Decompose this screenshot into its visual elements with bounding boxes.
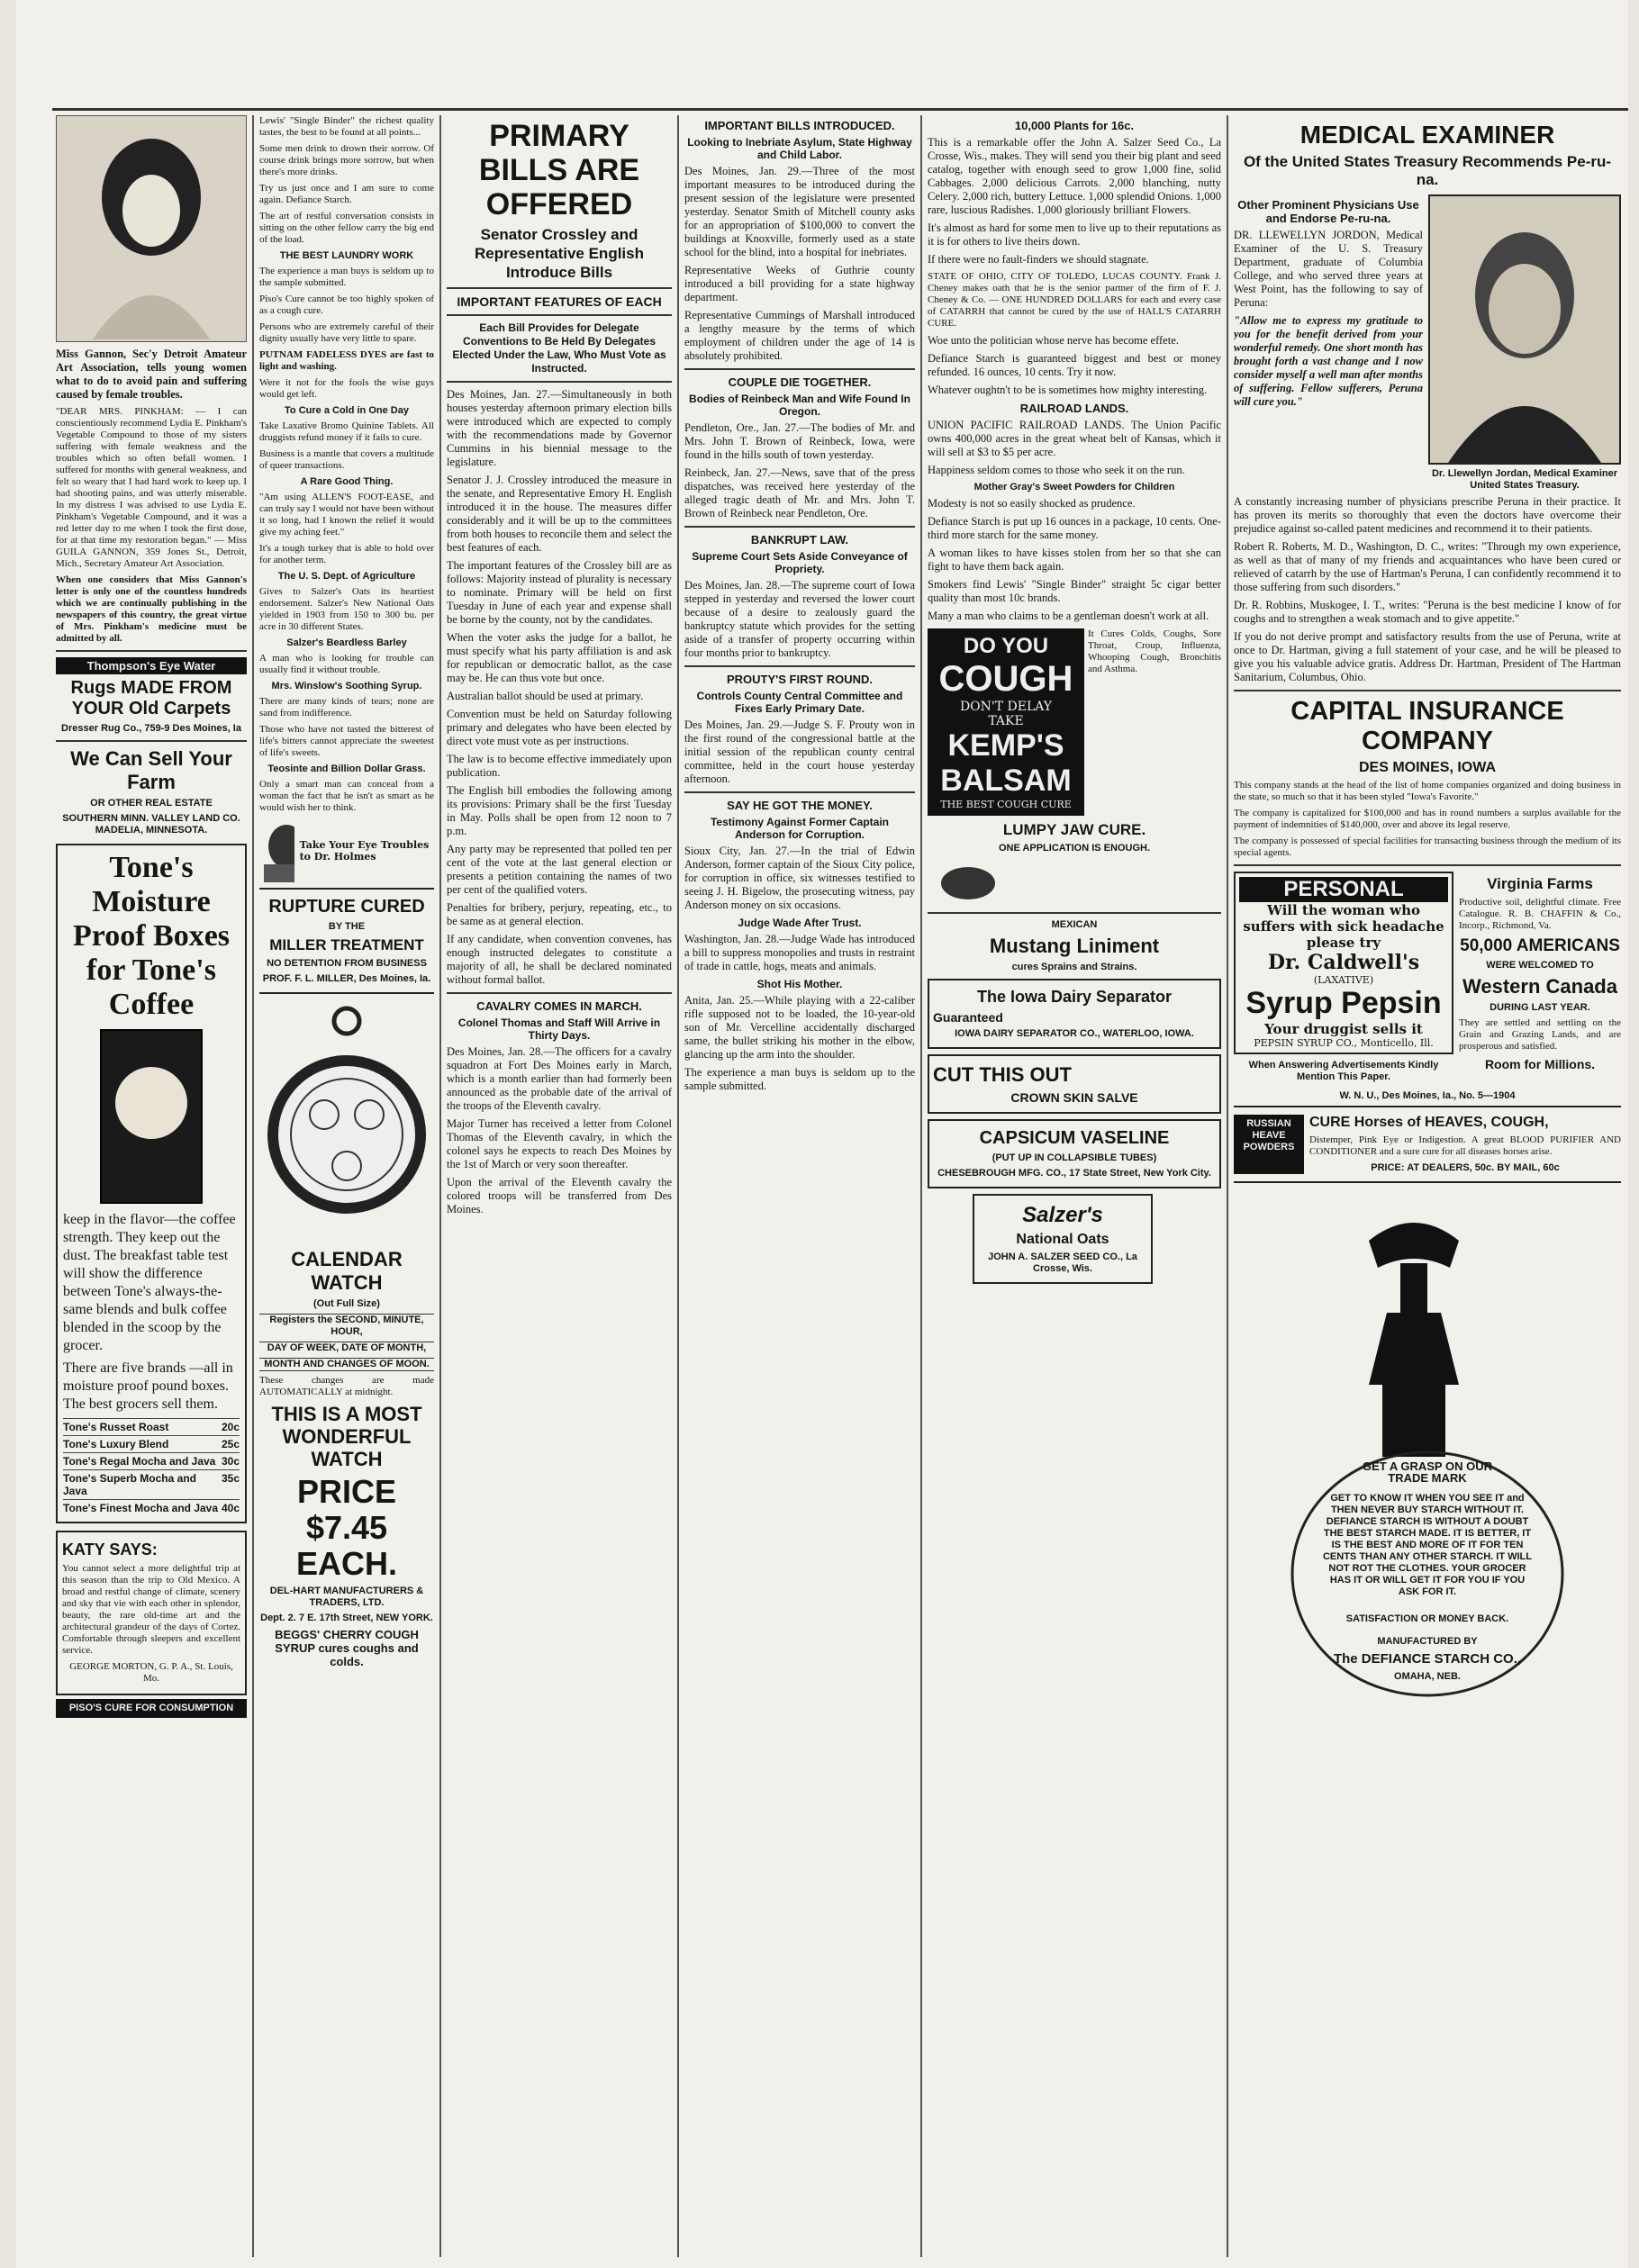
lumpy-jaw-title: LUMPY JAW CURE. bbox=[1002, 821, 1146, 838]
peruna-ad bbox=[1234, 194, 1621, 495]
peruna-portrait bbox=[1428, 194, 1621, 495]
calendar-watch-sub: (Out Full Size) bbox=[313, 1298, 380, 1309]
rupture-doctor: PROF. F. L. MILLER, Des Moines, Ia. bbox=[262, 973, 431, 984]
article-heading: IMPORTANT BILLS INTRODUCED. bbox=[704, 119, 895, 132]
article-heading: Mother Gray's Sweet Powders for Children bbox=[973, 482, 1175, 492]
virginia-text: Productive soil, delightful climate. Free Catalogue. R. B. CHAFFIN & Co., Incorp., Richmond, Va. bbox=[1459, 897, 1621, 931]
caption: Miss Gannon, Sec'y Detroit Amateur Art Association, tells young women what to do to avoid pain and suffering caused by female troubles. bbox=[56, 348, 247, 401]
personal-ad bbox=[1234, 872, 1453, 1054]
kemp-line: COUGH bbox=[938, 659, 1073, 699]
tones-body-2: There are five brands —all in moisture proof pound boxes. The best grocers sell them. bbox=[63, 1360, 233, 1412]
item: Those who have not tasted the bitterest of life's bitters cannot appreciate the sweetest of life's sweets. bbox=[259, 724, 434, 758]
tones-coffee-ad bbox=[56, 844, 247, 1523]
paragraph: The law is to become effective immediately upon publication. bbox=[447, 753, 672, 779]
kemp-line: DON'T DELAY bbox=[959, 700, 1053, 714]
item: Some men drink to drown their sorrow. Of course drink brings more sorrow, but when there's more drinks. bbox=[259, 143, 434, 177]
kemp-line: BALSAM bbox=[940, 764, 1072, 798]
personal-line: Your druggist sells it bbox=[1264, 1021, 1423, 1037]
column-rule bbox=[252, 115, 254, 2257]
paragraph: Major Turner has received a letter from Colonel Thomas of the Eleventh cavalry, in which the colonel says he expects to reach Des Moines by the 1st of March or very soon thereafter. bbox=[447, 1117, 672, 1170]
calendar-note: These changes are made AUTOMATICALLY at midnight. bbox=[259, 1375, 434, 1397]
testimonial-letter: "DEAR MRS. PINKHAM: — I can conscientiously recommend Lydia E. Pinkham's Vegetable Compound to those of my sisters suffering with female weakness and the troubles which so often befall women. I suffered for months with general weakness, and felt so weary that I had hard work to keep up. I had shooting pains, and was utterly miserable. In my distress I was advised to use Lydia E. Pinkham's Vegetable Compound, and it was a red letter day to me when I took the first dose, for at that time my restoration began." — Miss GUILA GANNON, 359 Jones St., Detroit, Mich., Secretary Amateur Art Association. bbox=[56, 406, 247, 569]
defiance-city: OMAHA, NEB. bbox=[1394, 1671, 1461, 1682]
paragraph: Whatever oughtn't to be is sometimes how mighty interesting. bbox=[928, 384, 1208, 396]
dairy-separator-ad bbox=[928, 979, 1221, 1049]
paragraph: Robert R. Roberts, M. D., Washington, D. C., writes: "Through my own experience, as well as that of many of my friends and acquaintances who have been cured or relieved of catarrh by the use of Hartman's Peruna, I can confidently recommend it to those suffering from such disorders." bbox=[1234, 540, 1621, 593]
kemp-line: THE BEST COUGH CURE bbox=[940, 799, 1072, 810]
personal-title: PERSONAL bbox=[1239, 877, 1448, 902]
price-row bbox=[63, 1469, 240, 1499]
hand-holding-figure-icon bbox=[1234, 1187, 1621, 1457]
katy-title: KATY SAYS: bbox=[62, 1541, 158, 1559]
price-row bbox=[63, 1499, 240, 1516]
crown-salve: CROWN SKIN SALVE bbox=[1010, 1090, 1138, 1105]
paragraph: Senator J. J. Crossley introduced the measure in the senate, and Representative Emory H. English introduced it in the house. The measures differ considerably and it will be up to the committees from both houses to reconcile them and select the best features of each. bbox=[447, 474, 672, 554]
tones-title: Tone's Moisture Proof Boxes for Tone's Coffee bbox=[72, 851, 231, 1021]
farm-ad-title: We Can Sell Your Farm bbox=[70, 747, 232, 793]
paragraph: Reinbeck, Jan. 27.—News, save that of the press dispatches, was received here yesterday of the alleged tragic death of Mr. and Mrs. John T. Brown of Reinbeck near Pendleton, Ore. bbox=[684, 466, 915, 520]
calendar-line: DAY OF WEEK, DATE OF MONTH, bbox=[259, 1342, 434, 1354]
mexican-sub: cures Sprains and Strains. bbox=[1011, 962, 1137, 972]
rupture-ad bbox=[259, 888, 434, 994]
paragraph: Anita, Jan. 25.—While playing with a 22-caliber rifle supposed not to be loaded, the 10-year-old son of Mr. Vercelline accidentally discharged same, the bullet striking his mother in the elbow, glancing up the arm into the shoulder. bbox=[684, 994, 915, 1061]
rupture-title: RUPTURE CURED bbox=[268, 897, 425, 917]
paragraph: STATE OF OHIO, CITY OF TOLEDO, LUCAS COUNTY. Frank J. Cheney makes oath that he is the senior partner of the firm of F. J. Cheney & Co. — ONE HUNDRED DOLLARS for each and every case of CATARRH that cannot be cured by the use of HALL'S CATARRH CURE. bbox=[928, 271, 1221, 329]
column-6 bbox=[1234, 115, 1621, 2259]
price-name: Tone's Finest Mocha and Java bbox=[63, 1502, 219, 1514]
kemp-line: DO YOU bbox=[963, 634, 1049, 658]
kemp-balsam-ad bbox=[928, 628, 1084, 816]
paragraph: The English bill embodies the following among its provisions: Primary shall be the first Tuesday in May. Polls shall be open from 12 noon to 7 p.m. bbox=[447, 784, 672, 837]
paragraph: If any candidate, when convention convenes, has enough instructed delegates to constitute a majority of all, he shall be declared nominated without formal ballot. bbox=[447, 933, 672, 986]
katy-ad bbox=[56, 1531, 247, 1695]
deck: Each Bill Provides for Delegate Conventions to Be Held By Delegates Elected Under the Law, Who Must Vote as Instructed. bbox=[452, 321, 666, 375]
salzer-oats-ad bbox=[973, 1194, 1153, 1284]
eye-water-ad: Thompson's Eye Water bbox=[56, 657, 247, 674]
column-2 bbox=[259, 115, 434, 2259]
personal-line: (LAXATIVE) bbox=[1313, 974, 1374, 986]
defiance-slogan: GET A GRASP ON OUR TRADE MARK bbox=[1363, 1459, 1492, 1485]
item: There are many kinds of tears; none are sand from indifference. bbox=[259, 696, 434, 718]
paragraph: Defiance Starch is guaranteed biggest and best or money refunded. 16 ounces, 10 cents. Try it now. bbox=[928, 352, 1221, 378]
item: Only a smart man can conceal from a woman the fact that he isn't as smart as he would wish her to think. bbox=[259, 779, 434, 813]
paragraph: Des Moines, Jan. 27.—Simultaneously in both houses yesterday afternoon primary election bills were introduced which are expected to comply with the recommendations made by Governor Cummins in his biennial message to the legislature. bbox=[447, 388, 672, 468]
newspaper-page bbox=[16, 0, 1628, 2268]
paragraph: Modesty is not so easily shocked as prudence. bbox=[928, 497, 1136, 510]
answer-note: When Answering Advertisements Kindly Mention This Paper. bbox=[1248, 1060, 1439, 1082]
article-subheading: Supreme Court Sets Aside Conveyance of Propriety. bbox=[692, 550, 908, 575]
subheadline: Senator Crossley and Representative English Introduce Bills bbox=[474, 226, 644, 281]
item-heading: Salzer's Beardless Barley bbox=[286, 637, 407, 648]
article-subheading: Looking to Inebriate Asylum, State Highway and Child Labor. bbox=[687, 136, 912, 161]
katy-sign: GEORGE MORTON, G. P. A., St. Louis, Mo. bbox=[69, 1661, 233, 1684]
item-heading: The U. S. Dept. of Agriculture bbox=[277, 571, 416, 582]
item: Try us just once and I am sure to come again. Defiance Starch. bbox=[259, 183, 434, 205]
paragraph: Sioux City, Jan. 27.—In the trial of Edwin Anderson, former captain of the Sioux City police, for corruption in office, six witnesses testified to seeing J. H. Bigelow, the prosecuting witness, pay Anderson money on six occasions. bbox=[684, 845, 915, 911]
eye-ad bbox=[259, 819, 434, 882]
personal-line: PEPSIN SYRUP CO., Monticello, Ill. bbox=[1254, 1037, 1434, 1049]
item: Piso's Cure cannot be too highly spoken of as a cough cure. bbox=[259, 294, 434, 316]
delhart-address: Dept. 2. 7 E. 17th Street, NEW YORK. bbox=[260, 1613, 433, 1623]
column-rule bbox=[439, 115, 441, 2257]
item-heading: Mrs. Winslow's Soothing Syrup. bbox=[271, 681, 422, 691]
price-value: 35c bbox=[221, 1472, 240, 1485]
article-heading: PROUTY'S FIRST ROUND. bbox=[727, 673, 873, 686]
paragraph: Australian ballot should be used at primary. bbox=[447, 690, 644, 702]
paragraph: Des Moines, Jan. 29.—Three of the most important measures to be introduced during the present session of the legislature were presented yesterday. Senator Smith of Mitchell county asks for an appropriation of $100,000 to convert the buildings at Knoxville, formerly used as a state school for the blind, into a hospital for inebriates. bbox=[684, 165, 915, 258]
paragraph: UNION PACIFIC RAILROAD LANDS. The Union Pacific owns 400,000 acres in the great wheat belt of Kansas, which it will sell at $3 to $5 per acre. bbox=[928, 419, 1221, 458]
americans-sub: WERE WELCOMED TO bbox=[1486, 960, 1594, 971]
peruna-title: MEDICAL EXAMINER bbox=[1299, 121, 1555, 149]
paragraph: Any party may be represented that polled ten per cent of the vote at the last general election or presents a petition containing the names of two per cent of the qualified voters. bbox=[447, 843, 672, 896]
cut-title: CUT THIS OUT bbox=[933, 1063, 1072, 1086]
personal-line: Will the woman who suffers with sick headache please try bbox=[1243, 902, 1444, 951]
insurance-sub: DES MOINES, IOWA bbox=[1358, 760, 1496, 775]
peruna-sub: Of the United States Treasury Recommends Pe-ru-na. bbox=[1243, 153, 1612, 188]
column-1 bbox=[56, 115, 247, 2259]
heave-price: PRICE: AT DEALERS, 50c. BY MAIL, 60c bbox=[1371, 1162, 1560, 1173]
cut-this-out-ad bbox=[928, 1054, 1221, 1114]
paragraph: It's almost as hard for some men to live up to their reputations as it is for others to live theirs down. bbox=[928, 221, 1221, 248]
portrait-illustration bbox=[56, 115, 247, 342]
paragraph: Penalties for bribery, perjury, repeating, etc., to be same as at general election. bbox=[447, 901, 672, 927]
rupture-note: NO DETENTION FROM BUSINESS bbox=[267, 958, 427, 969]
cow-head-icon bbox=[928, 858, 1009, 903]
portrait-frame bbox=[1428, 194, 1621, 465]
watch-price: PRICE $7.45 EACH. bbox=[295, 1473, 397, 1582]
price-name: Tone's Regal Mocha and Java bbox=[63, 1455, 216, 1468]
headline: PRIMARY BILLS ARE OFFERED bbox=[478, 119, 640, 221]
farm-ad-company: SOUTHERN MINN. VALLEY LAND CO. MADELIA, MINNESOTA. bbox=[62, 813, 240, 836]
rupture-treatment: MILLER TREATMENT bbox=[269, 936, 424, 953]
americans-title: 50,000 AMERICANS bbox=[1460, 936, 1620, 955]
paragraph: Des Moines, Jan. 28.—The supreme court of Iowa stepped in yesterday and reversed the lower court because of a desire to zealously guard the bankruptcy statute which provides for the setting aside of a transfer of property occurring within four months prior to bankruptcy. bbox=[684, 579, 915, 659]
defiance-starch-ad bbox=[1234, 1187, 1621, 1763]
tones-body: keep in the flavor—the coffee strength. They keep out the dust. The breakfast table test will show the difference between Tone's always-the-same blends and bulk coffee blended in the scoop by the grocer. bbox=[63, 1212, 236, 1353]
capsicum-sub: (PUT UP IN COLLAPSIBLE TUBES) bbox=[992, 1152, 1157, 1163]
column-rule bbox=[1227, 115, 1228, 2257]
quote: "Allow me to express my gratitude to you for the benefit derived from your wonderful remedy. One short month has brought forth a vast change and I now consider myself a well man after months of suffering. Fellow sufferers, Peruna will cure you." bbox=[1234, 314, 1423, 408]
item: The art of restful conversation consists in sitting on the other fellow carry the big end of the load. bbox=[259, 211, 434, 245]
price-row bbox=[63, 1435, 240, 1452]
item: Take Laxative Bromo Quinine Tablets. All druggists refund money if it fails to cure. bbox=[259, 420, 434, 443]
watch-icon bbox=[259, 999, 434, 1242]
capsicum-title: CAPSICUM VASELINE bbox=[979, 1128, 1170, 1148]
kemp-line: TAKE bbox=[988, 714, 1024, 728]
calendar-line: MONTH AND CHANGES OF MOON. bbox=[259, 1358, 434, 1371]
kemp-row bbox=[928, 628, 1221, 816]
article-subheading: Colonel Thomas and Staff Will Arrive in Thirty Days. bbox=[457, 1017, 661, 1042]
paragraph: Des Moines, Jan. 28.—The officers for a cavalry squadron at Fort Des Moines early in March, which is a month earlier than had formerly been announced as the probable date of the arrival of the troops of the Eleventh cavalry. bbox=[447, 1045, 672, 1112]
dairy-guaranteed: Guaranteed bbox=[933, 1010, 1003, 1025]
paragraph: Woe unto the politician whose nerve has become effete. bbox=[928, 334, 1179, 347]
paragraph: Des Moines, Jan. 29.—Judge S. F. Prouty won in the first round of the congressional battle at the initial session of the republican county central committee, held in the court house yesterday afternoon. bbox=[684, 718, 915, 785]
item: Persons who are extremely careful of their dignity usually have very little to spare. bbox=[259, 321, 434, 344]
article-heading: SAY HE GOT THE MONEY. bbox=[727, 799, 873, 812]
dairy-company: IOWA DAIRY SEPARATOR CO., WATERLOO, IOWA. bbox=[955, 1028, 1194, 1039]
paragraph: A constantly increasing number of physicians prescribe Peruna in their practice. It has proven its merits so thoroughly that even the doctors have overcome their prejudice against so-called patent medicines and recommend it to their patients. bbox=[1234, 495, 1621, 535]
price-value: 20c bbox=[221, 1421, 240, 1433]
article-heading: RAILROAD LANDS. bbox=[1019, 402, 1129, 415]
article-subheading: Testimony Against Former Captain Anderson for Corruption. bbox=[710, 816, 890, 841]
top-rule bbox=[52, 108, 1628, 111]
personal-line: Dr. Caldwell's bbox=[1267, 951, 1420, 974]
item-heading: Teosinte and Billion Dollar Grass. bbox=[267, 764, 426, 774]
paragraph: If you do not derive prompt and satisfactory results from the use of Peruna, write at once to Dr. Hartman, giving a full statement of your case, and he will be pleased to give you his valuable advice gratis. Address Dr. Hartman, President of The Hartman Sanitarium, Columbus, Ohio. bbox=[1234, 630, 1621, 683]
beggs-ad: BEGGS' CHERRY COUGH SYRUP cures coughs and colds. bbox=[275, 1628, 419, 1668]
article-heading: CAVALRY COMES IN MARCH. bbox=[476, 999, 642, 1013]
item: The experience a man buys is seldom up to the sample submitted. bbox=[259, 266, 434, 288]
paragraph: Many a man who claims to be a gentleman doesn't work at all. bbox=[928, 610, 1209, 622]
dairy-title: The Iowa Dairy Separator bbox=[976, 988, 1173, 1006]
paragraph: Pendleton, Ore., Jan. 27.—The bodies of Mr. and Mrs. John T. Brown of Reinbeck, Iowa, were found in the hills south of town yesterday. bbox=[684, 421, 915, 461]
delhart-company: DEL-HART MANUFACTURERS & TRADERS, LTD. bbox=[269, 1586, 424, 1608]
item: Business is a mantle that covers a multitude of queer transactions. bbox=[259, 448, 434, 471]
price-list bbox=[63, 1418, 240, 1516]
item: PUTNAM FADELESS DYES are fast to light and washing. bbox=[259, 349, 434, 372]
item: A man who is looking for trouble can usually find it without trouble. bbox=[259, 653, 434, 675]
doctor-portrait-icon bbox=[259, 819, 294, 882]
capsicum-vaseline-ad bbox=[928, 1119, 1221, 1188]
article-heading: Judge Wade After Trust. bbox=[738, 917, 862, 929]
item: "Am using ALLEN'S FOOT-EASE, and can truly say I would not have been without it so long, had I known the relief it would give my aching feet." bbox=[259, 492, 434, 538]
paragraph: If there were no fault-finders we should stagnate. bbox=[928, 253, 1149, 266]
paragraph: Upon the arrival of the Eleventh cavalry the colored troops will be transferred from Des Moines. bbox=[447, 1176, 672, 1215]
calendar-watch-title: CALENDAR WATCH bbox=[291, 1248, 403, 1294]
item: Gives to Salzer's Oats its heartiest endorsement. Salzer's New National Oats yielded in 1903 from 150 to 300 bu. per acre in 30 different States. bbox=[259, 586, 434, 632]
price-row bbox=[63, 1452, 240, 1469]
heave-text bbox=[1309, 1111, 1621, 1178]
paragraph: Representative Weeks of Guthrie county introduced a bill providing for a state highway department. bbox=[684, 264, 915, 303]
defiance-company: The DEFIANCE STARCH CO., bbox=[1333, 1651, 1522, 1667]
article-subheading: Bodies of Reinbeck Man and Wife Found In Oregon. bbox=[689, 393, 910, 418]
heave-body: Distemper, Pink Eye or Indigestion. A great BLOOD PURIFIER AND CONDITIONER and a sure cure for all diseases horses arise. bbox=[1309, 1134, 1621, 1157]
peruna-text bbox=[1234, 194, 1423, 495]
heave-title: CURE Horses of HEAVES, COUGH, bbox=[1309, 1115, 1549, 1130]
price-value: 40c bbox=[221, 1502, 240, 1514]
katy-body: You cannot select a more delightful trip at this season than the trip to Old Mexico. A broad and restful change of climate, scenery and sky that vie with each other in splendor, beauty, the rare old-time art and the architectural grandeur of the days of Cortez. Comfortable through sleepers and excellent service. bbox=[62, 1563, 240, 1656]
defiance-guarantee: SATISFACTION OR MONEY BACK. bbox=[1345, 1613, 1509, 1624]
calendar-line: Registers the SECOND, MINUTE, HOUR, bbox=[259, 1314, 434, 1338]
paragraph: Happiness seldom comes to those who seek it on the run. bbox=[928, 464, 1185, 476]
paragraph: Washington, Jan. 28.—Judge Wade has introduced a bill to suppress monopolies and trusts in restraint of trade in cattle, hogs, meats and animals. bbox=[684, 933, 915, 972]
doctor-portrait-icon bbox=[1430, 196, 1619, 463]
americans-text: They are settled and settling on the Grain and Grazing Lands, and are prosperous and satisfied. bbox=[1459, 1017, 1621, 1052]
lumpy-jaw-sub: ONE APPLICATION IS ENOUGH. bbox=[998, 843, 1151, 854]
wnu-line: W. N. U., Des Moines, Ia., No. 5—1904 bbox=[1339, 1090, 1516, 1101]
salzer-sub: National Oats bbox=[1016, 1232, 1109, 1247]
price-value: 25c bbox=[221, 1438, 240, 1450]
rugs-ad: Rugs MADE FROM YOUR Old Carpets bbox=[70, 678, 232, 718]
paragraph: A woman likes to have kisses stolen from her so that she can fight to have them back again. bbox=[928, 547, 1221, 573]
paragraph: The company is capitalized for $100,000 and has in round numbers a surplus available for the payment of indemnities of $140,000, over and above its legal reserve. bbox=[1234, 808, 1621, 830]
paragraph: When the voter asks the judge for a ballot, he must specify what his party affiliation is and ask for republican or democratic ballot, as the case may be. He can thus vote but once. bbox=[447, 631, 672, 684]
kemp-line: KEMP'S bbox=[947, 728, 1064, 763]
farm-ad-sub: OR OTHER REAL ESTATE bbox=[90, 798, 213, 809]
column-5 bbox=[928, 115, 1221, 2259]
item-heading: THE BEST LAUNDRY WORK bbox=[279, 250, 414, 261]
item: Were it not for the fools the wise guys would get left. bbox=[259, 377, 434, 400]
coffee-box-icon bbox=[100, 1029, 203, 1204]
price-row bbox=[63, 1418, 240, 1435]
price-value: 30c bbox=[221, 1455, 240, 1468]
salzer-company: JOHN A. SALZER SEED CO., La Crosse, Wis. bbox=[988, 1251, 1137, 1274]
ads-row bbox=[1234, 872, 1621, 1087]
capsicum-company: CHESEBROUGH MFG. CO., 17 State Street, New York City. bbox=[937, 1168, 1211, 1179]
paragraph: Convention must be held on Saturday following primary and delegates who have been elected by direct vote must vote as per instructions. bbox=[447, 708, 672, 747]
article-heading: BANKRUPT LAW. bbox=[750, 533, 849, 547]
rupture-by: BY THE bbox=[328, 921, 366, 932]
article-heading: 10,000 Plants for 16c. bbox=[1014, 119, 1135, 132]
subheadline: IMPORTANT FEATURES OF EACH bbox=[457, 294, 662, 309]
piso-ad: PISO'S CURE FOR CONSUMPTION bbox=[56, 1699, 247, 1718]
defiance-manufactured: MANUFACTURED BY bbox=[1377, 1636, 1478, 1647]
column-4 bbox=[684, 115, 915, 2259]
paragraph: The company is possessed of special facilities for transacting business through the medium of its special agents. bbox=[1234, 836, 1621, 858]
salzer-title: Salzer's bbox=[1022, 1203, 1103, 1227]
eye-ad-text: Take Your Eye Troubles to Dr. Holmes bbox=[299, 839, 430, 863]
personal-line: Syrup Pepsin bbox=[1245, 986, 1442, 1020]
item-heading: A Rare Good Thing. bbox=[300, 476, 394, 487]
kemp-text: It Cures Colds, Coughs, Sore Throat, Croup, Influenza, Whooping Cough, Bronchitis and Asthma. bbox=[1088, 628, 1221, 674]
column-3 bbox=[447, 115, 672, 2259]
mexican-title: Mustang Liniment bbox=[989, 935, 1160, 957]
paragraph: Smokers find Lewis' "Single Binder" straight 5c cigar better quality than most 10c brands. bbox=[928, 578, 1221, 604]
woman-portrait-icon bbox=[57, 116, 246, 339]
heave-box: RUSSIAN HEAVE POWDERS bbox=[1234, 1115, 1304, 1174]
price-name: Tone's Superb Mocha and Java bbox=[63, 1472, 196, 1497]
paragraph: Dr. R. Robbins, Muskogee, I. T., writes: "Peruna is the best medicine I know of for coughs and to strengthen a weak stomach and to give appetite." bbox=[1234, 599, 1621, 625]
paragraph: Representative Cummings of Marshall introduced a lengthy measure by the terms of which employment of children under the age of 14 is absolutely prohibited. bbox=[684, 309, 915, 362]
americans-year: DURING LAST YEAR. bbox=[1490, 1002, 1590, 1013]
paragraph: Defiance Starch is put up 16 ounces in a package, 10 cents. One-third more starch for the same money. bbox=[928, 515, 1221, 541]
defiance-body: GET TO KNOW IT WHEN YOU SEE IT and THEN NEVER BUY STARCH WITHOUT IT. DEFIANCE STARCH IS WITHOUT A DOUBT THE BEST STARCH MADE. IT IS BETTER, IT IS THE BEST AND MORE OF IT FOR TEN CENTS THAN ANY OTHER STARCH. IT WILL NOT ROT THE CLOTHES. YOUR GROCER HAS IT OR WILL GET IT FOR YOU IF YOU ASK FOR IT. bbox=[1322, 1493, 1532, 1597]
item-heading: To Cure a Cold in One Day bbox=[285, 405, 409, 416]
paragraph: This is a remarkable offer the John A. Salzer Seed Co., La Crosse, Wis., makes. They will send you their big plant and seed catalog, together with enough seed to grow 1,000 fine, solid Cabbages. 2,000 delicious Carrots. 2,000 blanching, nutty Celery. 2,000 rich, buttery Lettuce. 1,000 splendid Onions. 1,000 rare, luscious Radishes. 1,000 gloriously brilliant Flowers. bbox=[928, 136, 1221, 216]
paragraph: The experience a man buys is seldom up to the sample submitted. bbox=[684, 1066, 915, 1092]
notice: When one considers that Miss Gannon's letter is only one of the countless hundreds which we are continually publishing in the newspapers of this country, the great virtue of Mrs. Pinkham's medicine must be admitted by all. bbox=[56, 574, 247, 644]
paragraph: DR. LLEWELLYN JORDON, Medical Examiner of the U. S. Treasury Department, graduate of Columbia College, and who served three years at West Point, has the following to say of Peruna: bbox=[1234, 229, 1423, 309]
column-rule bbox=[677, 115, 679, 2257]
portrait-caption: Dr. Llewellyn Jordan, Medical Examiner United States Treasury. bbox=[1431, 468, 1618, 491]
room-for-millions: Room for Millions. bbox=[1484, 1057, 1596, 1071]
price-name: Tone's Russet Roast bbox=[63, 1421, 169, 1433]
mexican-line: MEXICAN bbox=[1051, 919, 1098, 930]
right-ads bbox=[1459, 872, 1621, 1087]
virginia-title: Virginia Farms bbox=[1487, 875, 1593, 892]
item: It's a tough turkey that is able to hold over for another term. bbox=[259, 543, 434, 565]
item: Lewis' "Single Binder" the richest quality tastes, the best to be found at all points... bbox=[259, 115, 434, 138]
wonderful-watch: THIS IS A MOST WONDERFUL WATCH bbox=[271, 1403, 422, 1470]
article-heading: Shot His Mother. bbox=[756, 978, 843, 990]
price-name: Tone's Luxury Blend bbox=[63, 1438, 169, 1450]
peruna-sub2: Other Prominent Physicians Use and Endorse Pe-ru-na. bbox=[1237, 198, 1419, 225]
column-rule bbox=[920, 115, 922, 2257]
left-ads bbox=[1234, 872, 1453, 1087]
heave-ad bbox=[1234, 1106, 1621, 1183]
paragraph: This company stands at the head of the list of home companies organized and doing business in the state, so much so that it has been styled "Iowa's Favorite." bbox=[1234, 780, 1621, 802]
paragraph: The important features of the Crossley bill are as follows: Majority instead of plurality is necessary to nominate. Primary will be held on first Tuesday in June of each year and expense shall be borne by the county, not by the candidates. bbox=[447, 559, 672, 626]
western-canada: Western Canada bbox=[1462, 975, 1617, 998]
rugs-address: Dresser Rug Co., 759-9 Des Moines, Ia bbox=[61, 723, 241, 734]
article-subheading: Controls County Central Committee and Fixes Early Primary Date. bbox=[696, 690, 903, 715]
insurance-title: CAPITAL INSURANCE COMPANY bbox=[1290, 697, 1564, 755]
article-heading: COUPLE DIE TOGETHER. bbox=[728, 375, 872, 389]
